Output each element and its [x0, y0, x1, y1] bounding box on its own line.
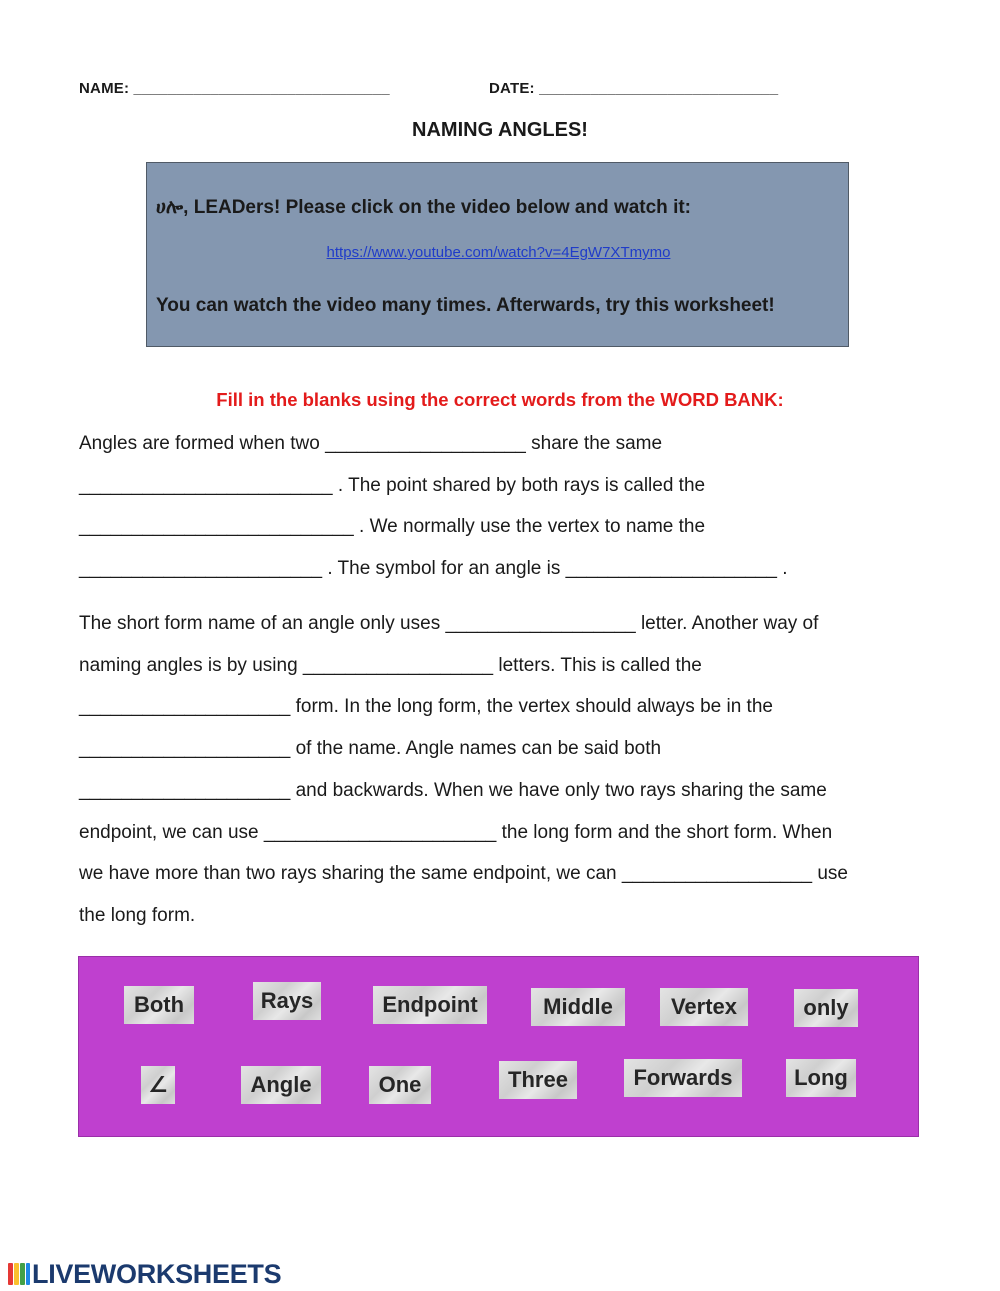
paragraph-line: Angles are formed when two ___________________ share the same — [79, 433, 663, 454]
name-field-label: NAME: ______________________________ — [79, 80, 390, 97]
word-tile-only[interactable]: only — [794, 989, 858, 1027]
paragraph-line: we have more than two rays sharing the same endpoint, we can __________________ use — [79, 863, 848, 885]
word-tile-vertex[interactable]: Vertex — [660, 988, 748, 1026]
intro-note: You can watch the video many times. Afterwards, try this worksheet! — [156, 295, 775, 316]
word-tile-one[interactable]: One — [369, 1066, 431, 1104]
word-tile-middle[interactable]: Middle — [531, 988, 625, 1026]
word-tile-forwards[interactable]: Forwards — [624, 1059, 742, 1097]
date-field-label: DATE: ____________________________ — [489, 80, 779, 97]
word-tile-long[interactable]: Long — [786, 1059, 856, 1097]
word-tile-both[interactable]: Both — [124, 986, 194, 1024]
video-link[interactable]: https://www.youtube.com/watch?v=4EgW7XTmymo — [326, 244, 671, 261]
paragraph-line: ____________________ of the name. Angle names can be said both — [79, 738, 662, 760]
paragraph-line: ____________________ form. In the long form, the vertex should always be in the — [79, 696, 773, 718]
intro-box — [146, 162, 849, 347]
logo-bar — [20, 1263, 25, 1285]
paragraph-line: ____________________ and backwards. When we have only two rays sharing the same — [79, 779, 827, 801]
page-title: NAMING ANGLES! — [412, 119, 588, 141]
liveworksheets-logo-text: LIVEWORKSHEETS — [32, 1258, 282, 1289]
instruction-text: Fill in the blanks using the correct words from the WORD BANK: — [216, 389, 784, 410]
paragraph-line: The short form name of an angle only uses __________________ letter. Another way of — [79, 613, 819, 634]
intro-greeting: ሀሎ, LEADers! Please click on the video below and watch it: — [156, 197, 692, 218]
liveworksheets-logo-icon — [8, 1263, 30, 1285]
paragraph-line: the long form. — [79, 904, 196, 926]
paragraph-line: naming angles is by using __________________ letters. This is called the — [79, 654, 702, 676]
paragraph-line: ________________________ . The point shared by both rays is called the — [79, 474, 706, 496]
logo-bar — [26, 1263, 30, 1285]
liveworksheets-logo — [8, 1259, 281, 1289]
word-tile-endpoint[interactable]: Endpoint — [373, 986, 487, 1024]
word-bank — [78, 956, 919, 1137]
logo-bar — [14, 1263, 19, 1285]
paragraph-1 — [79, 423, 939, 590]
word-tile-three[interactable]: Three — [499, 1061, 577, 1099]
paragraph-2 — [79, 603, 939, 937]
paragraph-line: endpoint, we can use ______________________ the long form and the short form. When — [79, 821, 833, 843]
paragraph-line: _______________________ . The symbol for an angle is ____________________ . — [79, 558, 788, 580]
word-tile-angle[interactable]: Angle — [241, 1066, 321, 1104]
word-tile-angle-symbol[interactable]: ∠ — [141, 1066, 175, 1104]
word-tile-rays[interactable]: Rays — [253, 982, 321, 1020]
logo-bar — [8, 1263, 13, 1285]
paragraph-line: __________________________ . We normally use the vertex to name the — [79, 516, 706, 538]
